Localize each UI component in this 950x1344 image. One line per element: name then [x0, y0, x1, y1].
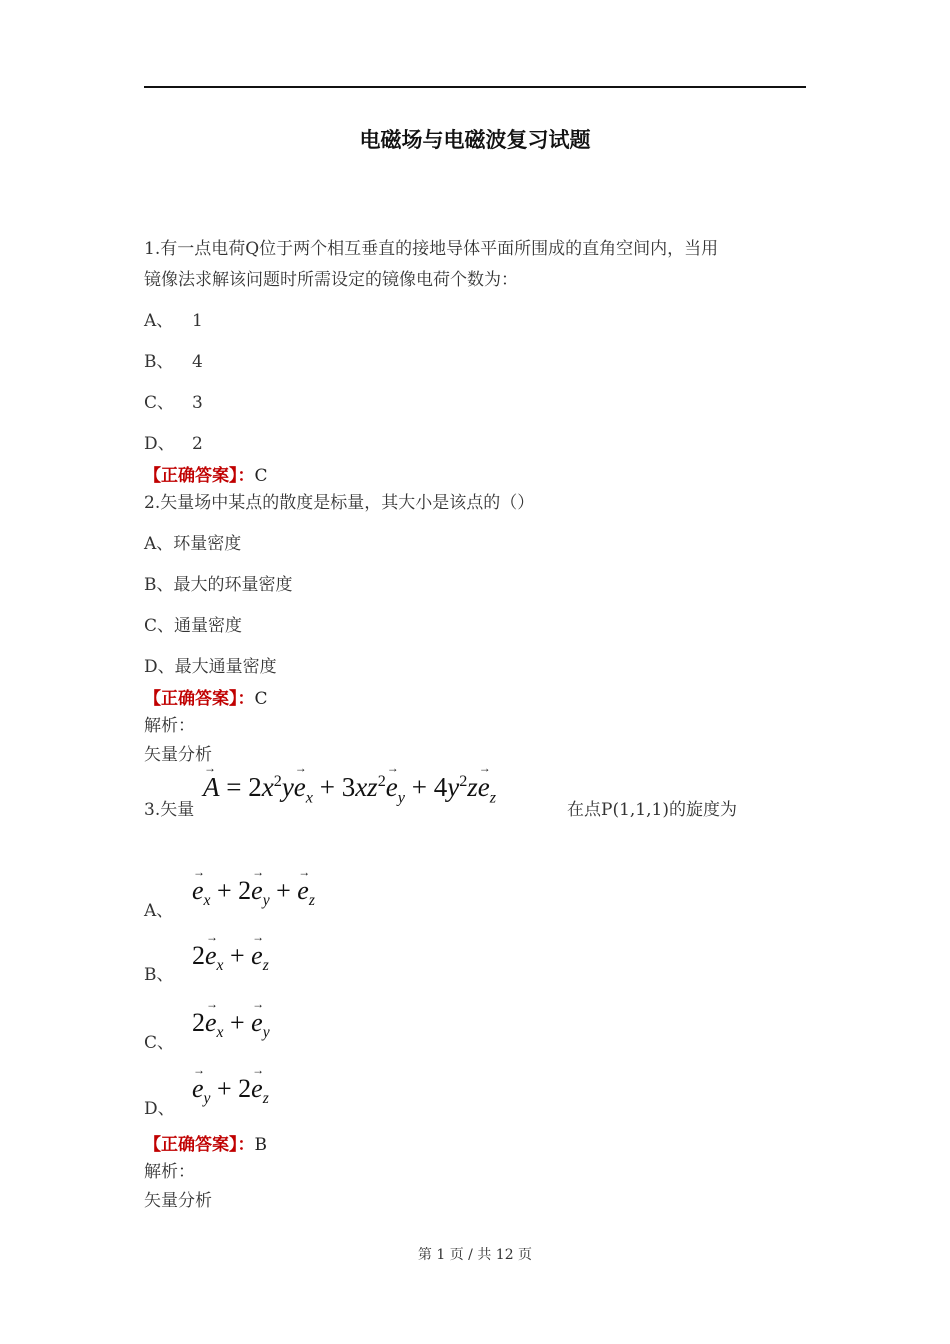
q3-option-d-expr: → $e_y + 2\to e_z$ — [192, 1074, 269, 1108]
option-label: D、 — [144, 434, 175, 454]
option-value: 1 — [192, 311, 203, 331]
q2-analysis: 矢量分析 — [144, 745, 212, 765]
q3-option-c-label: C、 — [144, 1033, 175, 1053]
q2-option-b: B、最大的环量密度 — [144, 575, 293, 595]
answer-value: C — [254, 689, 268, 709]
q3-option-d-label: D、 — [144, 1099, 175, 1119]
answer-label: 【正确答案】： — [144, 1135, 255, 1155]
q2-answer — [144, 684, 268, 709]
q3-option-b-expr: $2\to e_x$ + → $e_z$ — [192, 941, 269, 975]
q2-analysis-label: 解析： — [144, 716, 195, 736]
q3-answer — [144, 1130, 267, 1155]
page-footer: 第 1 页 / 共 12 页 — [417, 1247, 533, 1263]
page-title: 电磁场与电磁波复习试题 — [359, 128, 591, 152]
q2-option-d: D、最大通量密度 — [144, 657, 277, 677]
option-value: 3 — [192, 393, 203, 413]
q3-option-a-expr: → $e_x + 2\to e_y$ + → $e_z$ — [192, 876, 315, 910]
option-label: C、 — [144, 393, 175, 413]
answer-value: C — [254, 466, 268, 486]
answer-label: 【正确答案】： — [144, 689, 255, 709]
q3-analysis: 矢量分析 — [144, 1191, 212, 1211]
q3-equation: → $A = 2x^2y\to e_x + 3xz^2\to e_y + 4y^2z\to e_z$ — [203, 772, 496, 807]
q2-option-a: A、环量密度 — [144, 534, 242, 554]
header-rule — [144, 86, 806, 88]
q1-option-c — [144, 390, 203, 416]
q3-option-a-label: A、 — [144, 901, 174, 921]
q1-answer — [144, 461, 268, 486]
q1-option-d — [144, 431, 203, 457]
q1-option-b — [144, 349, 203, 375]
option-label: B、 — [144, 352, 174, 372]
option-value: 4 — [192, 352, 203, 372]
q2-option-c: C、通量密度 — [144, 616, 243, 636]
q1-option-a — [144, 308, 203, 334]
q3-option-c-expr: $2\to e_x$ + → $e_y$ — [192, 1008, 270, 1042]
answer-label: 【正确答案】： — [144, 466, 255, 486]
q3-prefix: 3.矢量 — [144, 800, 195, 820]
q1-text-line1: 1.有一点电荷Q位于两个相互垂直的接地导体平面所围成的直角空间内，当用 — [144, 239, 719, 259]
option-value: 2 — [192, 434, 203, 454]
q3-option-b-label: B、 — [144, 965, 174, 985]
q2-text: 2.矢量场中某点的散度是标量，其大小是该点的（） — [144, 493, 535, 513]
q3-suffix: 在点P(1,1,1)的旋度为 — [567, 800, 737, 820]
answer-value: B — [254, 1135, 267, 1155]
q1-text-line2: 镜像法求解该问题时所需设定的镜像电荷个数为： — [144, 270, 518, 290]
q3-analysis-label: 解析： — [144, 1162, 195, 1182]
option-label: A、 — [144, 311, 174, 331]
